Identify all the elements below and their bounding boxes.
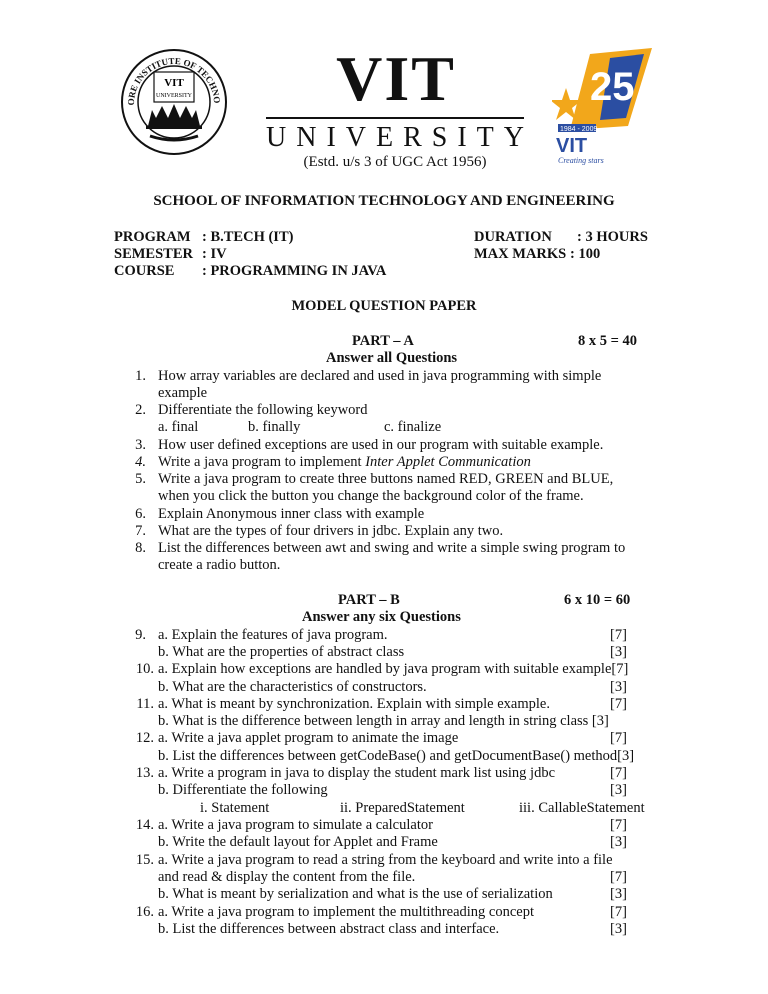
question-text: How user defined exceptions are used in our program with suitable example.	[158, 437, 604, 453]
max-marks-label: MAX MARKS	[474, 246, 567, 262]
program-value: : B.TECH (IT)	[202, 229, 294, 245]
marks: [3]	[610, 921, 627, 937]
part-b-marks: 6 x 10 = 60	[564, 592, 631, 608]
sub-option-iii: iii. CallableStatement	[519, 800, 645, 816]
part-b-instruction: Answer any six Questions	[302, 609, 461, 625]
question-text: a. Write a program in java to display the student mark list using jdbc	[158, 765, 556, 781]
question-number: 13.	[135, 765, 154, 781]
marks: [3]	[610, 644, 627, 660]
marks: [3]	[610, 886, 627, 902]
option-c: c. finalize	[384, 419, 442, 435]
question-text: a. Write a java program to read a string from the keyboard and write into a file	[158, 852, 613, 868]
marks: [7]	[610, 817, 627, 833]
semester-label: SEMESTER	[114, 246, 193, 262]
vit-seal-logo	[120, 48, 228, 156]
question-number: 7.	[135, 523, 146, 539]
seal-sub-text: UNIVERSITY	[156, 93, 192, 99]
question-text: a. Explain how exceptions are handled by java program with suitable example[7]	[158, 661, 629, 677]
question-number: 5.	[135, 471, 146, 487]
question-text: a. Explain the features of java program.	[158, 627, 388, 643]
question-text: and read & display the content from the file.	[158, 869, 416, 885]
marks: [7]	[610, 730, 627, 746]
sub-option-i: i. Statement	[200, 800, 270, 816]
question-number: 14.	[135, 817, 154, 833]
course-label: COURSE	[114, 263, 175, 279]
question-number: 8.	[135, 540, 146, 556]
marks: [7]	[610, 627, 627, 643]
question-number: 10.	[135, 661, 154, 677]
question-text: b. List the differences between getCodeBase() and getDocumentBase() method[3]	[158, 748, 635, 764]
question-text: when you click the button you change the background color of the frame.	[158, 488, 584, 504]
question-text: Explain Anonymous inner class with example	[158, 506, 425, 522]
part-a-instruction: Answer all Questions	[326, 350, 458, 366]
paper-title: MODEL QUESTION PAPER	[291, 298, 477, 314]
part-a-marks: 8 x 5 = 40	[578, 333, 638, 349]
question-text: b. What is meant by serialization and what is the use of serialization	[158, 886, 553, 902]
question-text: What are the types of four drivers in jdbc. Explain any two.	[158, 523, 504, 539]
anniversary-logo	[552, 48, 662, 166]
question-text: a. What is meant by synchronization. Explain with simple example.	[158, 696, 550, 712]
duration-label: DURATION	[474, 229, 552, 245]
question-text: a. Write a java applet program to animate the image	[158, 730, 459, 746]
option-b: b. finally	[248, 419, 301, 435]
question-text: Write a java program to create three buttons named RED, GREEN and BLUE,	[158, 471, 614, 487]
anniversary-years: 1984 - 2009	[560, 126, 598, 133]
question-number: 12.	[135, 730, 154, 746]
question-text: How array variables are declared and used in java programming with simple	[158, 368, 602, 384]
question-number: 11.	[136, 696, 154, 712]
question-text: Write a java program to implement Inter Applet Communication	[158, 454, 531, 470]
seal-text: ORE INSTITUTE OF TECHNO	[125, 55, 223, 106]
course-value: : PROGRAMMING IN JAVA	[202, 263, 387, 279]
anniversary-number: 25	[590, 65, 635, 109]
marks: [7]	[610, 696, 627, 712]
marks: [3]	[610, 782, 627, 798]
question-text: create a radio button.	[158, 557, 281, 573]
question-text: b. Write the default layout for Applet and Frame	[158, 834, 438, 850]
establishment-note: (Estd. u/s 3 of UGC Act 1956)	[303, 154, 487, 170]
university-title: VIT	[336, 43, 456, 114]
question-text: b. What is the difference between length in array and length in string class [3]	[158, 713, 609, 729]
marks: [7]	[610, 869, 627, 885]
question-text: a. Write a java program to simulate a calculator	[158, 817, 433, 833]
question-number: 3.	[135, 437, 146, 453]
part-b-title: PART – B	[338, 592, 400, 608]
question-text: b. List the differences between abstract class and interface.	[158, 921, 500, 937]
option-a: a. final	[158, 419, 199, 435]
question-text: b. What are the characteristics of constructors.	[158, 679, 427, 695]
marks: [3]	[610, 834, 627, 850]
question-text: b. Differentiate the following	[158, 782, 328, 798]
sub-option-ii: ii. PreparedStatement	[340, 800, 465, 816]
marks: [3]	[610, 679, 627, 695]
seal-center-text: VIT	[164, 77, 184, 89]
school-title: SCHOOL OF INFORMATION TECHNOLOGY AND ENGINEERING	[153, 193, 615, 209]
question-text: a. Write a java program to implement the multithreading concept	[158, 904, 535, 920]
question-text: b. What are the properties of abstract class	[158, 644, 405, 660]
question-number: 2.	[135, 402, 146, 418]
semester-value: : IV	[202, 246, 227, 262]
question-number: 15.	[135, 852, 154, 868]
question-number: 9.	[135, 627, 146, 643]
question-number: 1.	[135, 368, 146, 384]
question-text: List the differences between awt and swing and write a simple swing program to	[158, 540, 626, 556]
marks: [7]	[610, 765, 627, 781]
question-text: Differentiate the following keyword	[158, 402, 368, 418]
question-number: 4.	[135, 454, 146, 470]
question-text: example	[158, 385, 208, 401]
marks: [7]	[610, 904, 627, 920]
header-rule	[266, 117, 524, 119]
anniversary-brand: VIT	[556, 135, 588, 157]
max-marks-value: : 100	[570, 246, 601, 262]
question-number: 16.	[135, 904, 154, 920]
program-label: PROGRAM	[114, 229, 191, 245]
anniversary-tagline: Creating stars	[558, 156, 604, 165]
university-subtitle: UNIVERSITY	[266, 122, 534, 153]
question-number: 6.	[135, 506, 146, 522]
part-a-title: PART – A	[352, 333, 414, 349]
duration-value: : 3 HOURS	[577, 229, 648, 245]
